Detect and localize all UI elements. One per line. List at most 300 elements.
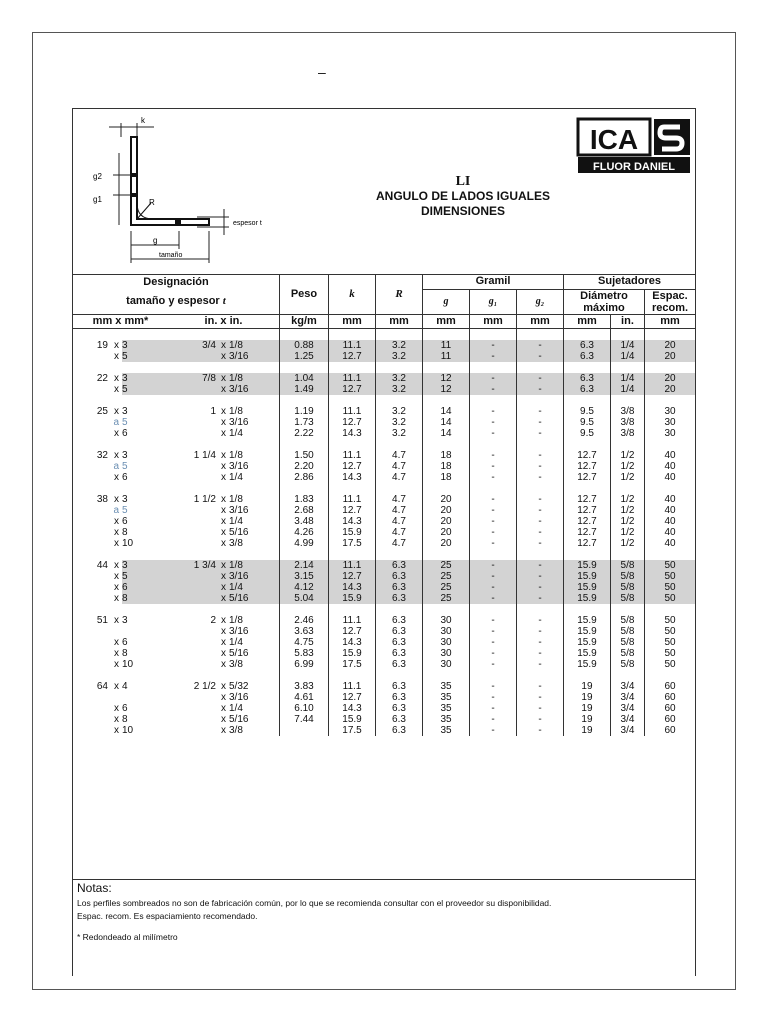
spacer-cell — [645, 328, 696, 340]
cell-g1: - — [470, 406, 517, 417]
cell-k: 12.7 — [329, 505, 376, 516]
cell-thickness-mm: 6 — [122, 636, 128, 648]
svg-text:FLUOR DANIEL: FLUOR DANIEL — [593, 161, 675, 173]
cell-diam-mm: 12.7 — [564, 505, 611, 516]
cell-size-in — [168, 538, 229, 549]
cell-g: 30 — [423, 659, 470, 670]
page-dash: – — [318, 64, 326, 80]
cell-g: 20 — [423, 516, 470, 527]
cell-g2: - — [517, 373, 564, 384]
cell-g1: - — [470, 516, 517, 527]
spacer-cell — [376, 328, 423, 340]
size-mm-separator: x — [114, 614, 119, 626]
cell-size-in — [168, 725, 229, 736]
cell-g1: - — [470, 351, 517, 362]
size-mm-separator: x — [114, 537, 119, 549]
cell-size-mm — [73, 703, 122, 714]
cell-g2: - — [517, 417, 564, 428]
cell-peso: 2.20 — [280, 461, 329, 472]
cell-diam-mm: 6.3 — [564, 373, 611, 384]
size-mm-separator: x — [114, 493, 119, 505]
cell-size-mm — [73, 681, 122, 692]
cell-diam-mm: 19 — [564, 714, 611, 725]
cell-g: 25 — [423, 582, 470, 593]
cell-g1: - — [470, 472, 517, 483]
cell-diam-in: 5/8 — [610, 593, 644, 604]
cell-r: 3.2 — [376, 340, 423, 351]
size-in-separator: x — [221, 592, 226, 604]
cell-espac: 60 — [664, 713, 676, 725]
cell-diam-in: 3/8 — [610, 428, 644, 439]
cell-peso: 2.68 — [280, 505, 329, 516]
table-row — [73, 450, 695, 461]
spacer-cell — [229, 362, 280, 373]
table-row — [73, 461, 695, 472]
cell-peso: 5.83 — [280, 648, 329, 659]
cell-diam-in: 5/8 — [610, 615, 644, 626]
cell-g: 25 — [423, 571, 470, 582]
cell-g1: - — [470, 373, 517, 384]
cell-diam-mm: 12.7 — [564, 538, 611, 549]
cell-espac: 50 — [664, 636, 676, 648]
cell-diam-in: 1/4 — [610, 384, 644, 395]
cell-thickness-mm: 5 — [122, 384, 168, 395]
cell-g1: - — [470, 340, 517, 351]
spacer-cell — [610, 439, 644, 450]
spacer-cell — [280, 328, 329, 340]
cell-thickness-in: 3/8 — [229, 725, 280, 736]
cell-size-mm — [73, 659, 122, 670]
unit-k: mm — [329, 314, 376, 328]
size-mm-value: 22 — [96, 372, 108, 384]
size-in-separator: x — [221, 570, 226, 582]
table-row — [73, 472, 695, 483]
header-k-label: k — [349, 287, 355, 300]
cell-g: 14 — [423, 428, 470, 439]
spacer-cell — [564, 670, 611, 681]
cell-thickness-in: 5/16 — [229, 527, 280, 538]
diagram-r-label: R — [149, 198, 155, 207]
cell-thickness-in: 5/16 — [229, 714, 280, 725]
cell-peso: 2.86 — [280, 472, 329, 483]
diagram-espesor-label: espesor t — [233, 220, 262, 227]
spacer-cell — [229, 328, 280, 340]
cell-k: 11.1 — [329, 615, 376, 626]
cell-diam-mm: 9.5 — [564, 406, 611, 417]
size-in-separator: x — [221, 372, 226, 384]
cell-k: 15.9 — [329, 527, 376, 538]
cell-k: 14.3 — [329, 516, 376, 527]
cell-diam-mm: 19 — [564, 681, 611, 692]
cell-espac: 60 — [664, 702, 676, 714]
cell-thickness-mm: 5 — [122, 416, 128, 428]
header-espac — [645, 289, 696, 314]
cell-diam-mm: 19 — [564, 703, 611, 714]
size-mm-value: 38 — [96, 493, 108, 505]
spacer-cell — [645, 483, 696, 494]
cell-r: 6.3 — [376, 659, 423, 670]
size-mm-separator: x — [114, 559, 119, 571]
cell-k: 14.3 — [329, 703, 376, 714]
cell-diam-mm: 12.7 — [564, 450, 611, 461]
unit-mm: mm x mm* — [73, 314, 168, 328]
cell-diam-mm: 9.5 — [564, 428, 611, 439]
cell-espac: 30 — [664, 416, 676, 428]
size-mm-separator: x — [114, 702, 119, 714]
cell-size-mm — [73, 494, 122, 505]
spacer-cell — [423, 483, 470, 494]
spacer-cell — [122, 549, 168, 560]
cell-peso: 1.49 — [280, 384, 329, 395]
spacer-cell — [423, 439, 470, 450]
cell-diam-mm: 12.7 — [564, 516, 611, 527]
spacer-cell — [376, 395, 423, 406]
cell-peso: 6.10 — [280, 703, 329, 714]
spacer-cell — [122, 483, 168, 494]
spacer-cell — [73, 439, 122, 450]
cell-espac: 50 — [664, 625, 676, 637]
cell-size-in — [168, 373, 229, 384]
cell-espac: 20 — [645, 351, 696, 362]
spacer-cell — [229, 395, 280, 406]
cell-k: 11.1 — [329, 340, 376, 351]
cell-r: 6.3 — [376, 593, 423, 604]
cell-diam-in: 3/4 — [610, 681, 644, 692]
cell-thickness-in: 1/8 — [229, 373, 280, 384]
cell-diam-mm: 15.9 — [564, 571, 611, 582]
size-mm-value: 25 — [96, 405, 108, 417]
diagram-g-label: g — [153, 236, 158, 245]
cell-r: 3.2 — [376, 406, 423, 417]
cell-r: 6.3 — [376, 681, 423, 692]
cell-diam-in: 1/2 — [610, 472, 644, 483]
cell-diam-in: 1/2 — [610, 516, 644, 527]
spacer-cell — [280, 604, 329, 615]
cell-size-in — [168, 593, 229, 604]
spacer-cell — [280, 395, 329, 406]
cell-diam-in: 1/4 — [610, 351, 644, 362]
size-in-separator: x — [221, 339, 226, 351]
spacer-cell — [645, 362, 696, 373]
size-mm-separator: x — [114, 592, 119, 604]
cell-thickness-in: 1/8 — [229, 560, 280, 571]
cell-espac: 60 — [664, 691, 676, 703]
cell-g: 11 — [423, 351, 470, 362]
cell-r: 4.7 — [376, 472, 423, 483]
cell-diam-in: 5/8 — [610, 571, 644, 582]
cell-k: 12.7 — [329, 571, 376, 582]
notes-block — [77, 882, 691, 944]
cell-size-in — [168, 582, 229, 593]
table-row — [73, 659, 695, 670]
spacer-cell — [168, 604, 229, 615]
cell-g1: - — [470, 417, 517, 428]
cell-g1: - — [470, 428, 517, 439]
size-mm-separator: x — [114, 713, 119, 725]
cell-thickness-mm: 5 — [122, 571, 168, 582]
cell-g: 18 — [423, 450, 470, 461]
cell-diam-in: 1/2 — [610, 538, 644, 549]
cell-peso: 5.04 — [280, 593, 329, 604]
cell-size-mm — [73, 593, 122, 604]
header-peso: Peso — [280, 275, 329, 315]
cell-r: 6.3 — [376, 560, 423, 571]
spacer-cell — [610, 670, 644, 681]
cell-g: 12 — [423, 373, 470, 384]
spacer-cell — [73, 549, 122, 560]
cell-diam-mm: 12.7 — [564, 461, 611, 472]
header-r — [376, 275, 423, 315]
cell-g2: - — [517, 626, 564, 637]
spacer-cell — [376, 604, 423, 615]
table-row — [73, 527, 695, 538]
unit-r: mm — [376, 314, 423, 328]
cell-thickness-in: 3/16 — [229, 384, 280, 395]
notes-divider — [73, 879, 695, 880]
cell-thickness-in: 1/8 — [229, 615, 280, 626]
table-row — [73, 406, 695, 417]
spacer-cell — [645, 395, 696, 406]
cell-g2: - — [517, 538, 564, 549]
header-g2-label: g₂ — [535, 296, 545, 307]
cell-espac: 50 — [645, 571, 696, 582]
notes-title: Notas: — [77, 881, 112, 895]
cell-size-in — [168, 571, 229, 582]
cell-k: 12.7 — [329, 384, 376, 395]
spacer-cell — [168, 439, 229, 450]
spacer-cell — [73, 395, 122, 406]
cell-g2: - — [517, 637, 564, 648]
cell-size-mm — [73, 538, 122, 549]
cell-k: 11.1 — [329, 560, 376, 571]
cell-k: 11.1 — [329, 681, 376, 692]
cell-size-in — [168, 681, 229, 692]
cell-peso: 2.22 — [280, 428, 329, 439]
group-spacer — [73, 439, 695, 450]
cell-r: 6.3 — [376, 725, 423, 736]
cell-g2: - — [517, 351, 564, 362]
cell-diam-in: 5/8 — [610, 560, 644, 571]
cell-g1: - — [470, 659, 517, 670]
cell-g: 30 — [423, 615, 470, 626]
cell-k: 11.1 — [329, 494, 376, 505]
header-sujetadores: Sujetadores — [564, 275, 696, 290]
cell-g2: - — [517, 384, 564, 395]
size-mm-separator: x — [114, 427, 119, 439]
cell-g: 20 — [423, 527, 470, 538]
group-spacer — [73, 549, 695, 560]
cell-espac: 60 — [664, 724, 676, 736]
header-tamano-espesor — [73, 289, 280, 314]
group-spacer — [73, 483, 695, 494]
cell-g: 35 — [423, 681, 470, 692]
cell-g1: - — [470, 725, 517, 736]
cell-g: 11 — [423, 340, 470, 351]
cell-g: 20 — [423, 505, 470, 516]
size-in-separator: x — [221, 493, 226, 505]
cell-peso: 0.88 — [280, 340, 329, 351]
cell-thickness-in: 1/8 — [229, 494, 280, 505]
cell-diam-in: 3/4 — [610, 725, 644, 736]
cell-diam-mm: 15.9 — [564, 582, 611, 593]
size-mm-separator: x — [114, 372, 119, 384]
cell-g2: - — [517, 461, 564, 472]
ica-fluor-daniel-logo — [576, 117, 692, 175]
diagram-k-label: k — [141, 116, 145, 125]
cell-g: 20 — [423, 538, 470, 549]
cell-diam-in: 1/2 — [610, 461, 644, 472]
cell-peso: 6.99 — [280, 659, 329, 670]
size-mm-value: 64 — [96, 680, 108, 692]
cell-thickness-mm: 6 — [122, 427, 128, 439]
cell-size-mm — [73, 571, 122, 582]
cell-g2: - — [517, 406, 564, 417]
cell-size-mm — [73, 648, 122, 659]
header-g-label: g — [443, 296, 449, 307]
spacer-cell — [329, 395, 376, 406]
size-mm-separator: a — [113, 416, 119, 428]
cell-r: 3.2 — [376, 428, 423, 439]
cell-diam-in: 1/2 — [610, 494, 644, 505]
spacer-cell — [470, 604, 517, 615]
cell-g2: - — [517, 593, 564, 604]
spacer-cell — [645, 549, 696, 560]
cell-diam-mm: 19 — [564, 725, 611, 736]
spacer-cell — [517, 604, 564, 615]
size-mm-separator: x — [114, 383, 119, 395]
cell-espac: 50 — [645, 593, 696, 604]
cell-peso: 1.50 — [280, 450, 329, 461]
cell-thickness-in: 3/8 — [229, 538, 280, 549]
cell-size-mm — [73, 373, 122, 384]
spacer-cell — [470, 395, 517, 406]
spacer-cell — [122, 604, 168, 615]
cell-thickness-in: 1/4 — [229, 637, 280, 648]
spacer-cell — [610, 549, 644, 560]
cell-g: 12 — [423, 384, 470, 395]
spacer-cell — [376, 439, 423, 450]
table-row — [73, 417, 695, 428]
spacer-cell — [423, 395, 470, 406]
size-in-separator: x — [221, 383, 226, 395]
cell-espac: 50 — [645, 560, 696, 571]
cell-g1: - — [470, 384, 517, 395]
cell-g2: - — [517, 582, 564, 593]
cell-size-mm — [73, 472, 122, 483]
unit-diam-mm: mm — [564, 314, 611, 328]
size-in-separator: x — [221, 515, 226, 527]
cell-g: 14 — [423, 406, 470, 417]
spacer-cell — [168, 670, 229, 681]
cell-peso — [280, 725, 329, 736]
cell-g: 30 — [423, 637, 470, 648]
cell-espac: 30 — [664, 427, 676, 439]
spacer-cell — [122, 439, 168, 450]
cell-peso: 4.99 — [280, 538, 329, 549]
cell-size-in — [168, 527, 229, 538]
spacer-cell — [564, 604, 611, 615]
cell-k: 11.1 — [329, 406, 376, 417]
header-g1-label: g₁ — [488, 296, 498, 307]
cell-peso: 1.73 — [280, 417, 329, 428]
table-row — [73, 516, 695, 527]
cell-diam-mm: 15.9 — [564, 626, 611, 637]
cell-size-mm — [73, 384, 122, 395]
cell-g1: - — [470, 571, 517, 582]
cell-size-in — [168, 461, 229, 472]
table-row — [73, 428, 695, 439]
spacer-cell — [564, 328, 611, 340]
cell-g1: - — [470, 527, 517, 538]
spacer-cell — [610, 328, 644, 340]
cell-thickness-in: 1/8 — [229, 406, 280, 417]
cell-k: 12.7 — [329, 351, 376, 362]
cell-espac: 50 — [664, 658, 676, 670]
header-espac-label: Espac. — [652, 289, 688, 302]
cell-peso: 4.26 — [280, 527, 329, 538]
cell-g1: - — [470, 648, 517, 659]
cell-g: 18 — [423, 472, 470, 483]
size-mm-value: 44 — [96, 559, 108, 571]
spacer-cell — [564, 549, 611, 560]
unit-in: in. x in. — [168, 314, 280, 328]
spacer-cell — [73, 483, 122, 494]
cell-peso: 7.44 — [280, 714, 329, 725]
cell-diam-in: 1/2 — [610, 450, 644, 461]
table-row — [73, 582, 695, 593]
size-mm-separator: x — [114, 515, 119, 527]
cell-k: 12.7 — [329, 692, 376, 703]
cell-g: 25 — [423, 593, 470, 604]
group-spacer — [73, 328, 695, 340]
cell-r: 4.7 — [376, 538, 423, 549]
cell-g2: - — [517, 560, 564, 571]
cell-thickness-mm: 8 — [122, 647, 128, 659]
cell-thickness-mm — [122, 692, 168, 703]
unit-diam-in: in. — [610, 314, 644, 328]
size-mm-value: 51 — [96, 614, 108, 626]
spacer-cell — [122, 670, 168, 681]
spacer-cell — [329, 328, 376, 340]
cell-g2: - — [517, 681, 564, 692]
cell-g1: - — [470, 538, 517, 549]
cell-thickness-in: 1/4 — [229, 472, 280, 483]
cell-g: 35 — [423, 692, 470, 703]
spacer-cell — [280, 483, 329, 494]
cell-g1: - — [470, 615, 517, 626]
spacer-cell — [168, 362, 229, 373]
note-line-3: * Redondeado al milímetro — [77, 932, 178, 942]
cell-thickness-mm: 8 — [122, 593, 168, 604]
cell-thickness-in: 5/16 — [229, 648, 280, 659]
spacer-cell — [470, 362, 517, 373]
cell-k: 14.3 — [329, 472, 376, 483]
cell-espac: 50 — [645, 582, 696, 593]
cell-size-mm — [73, 406, 122, 417]
cell-peso: 1.19 — [280, 406, 329, 417]
cell-diam-mm: 9.5 — [564, 417, 611, 428]
cell-g: 18 — [423, 461, 470, 472]
table-row — [73, 626, 695, 637]
cell-g2: - — [517, 340, 564, 351]
cell-g2: - — [517, 648, 564, 659]
cell-g2: - — [517, 703, 564, 714]
table-row — [73, 637, 695, 648]
cell-thickness-in: 3/16 — [229, 351, 280, 362]
header-designacion: Designación — [73, 275, 280, 290]
cell-espac: 60 — [664, 680, 676, 692]
cell-r: 3.2 — [376, 351, 423, 362]
